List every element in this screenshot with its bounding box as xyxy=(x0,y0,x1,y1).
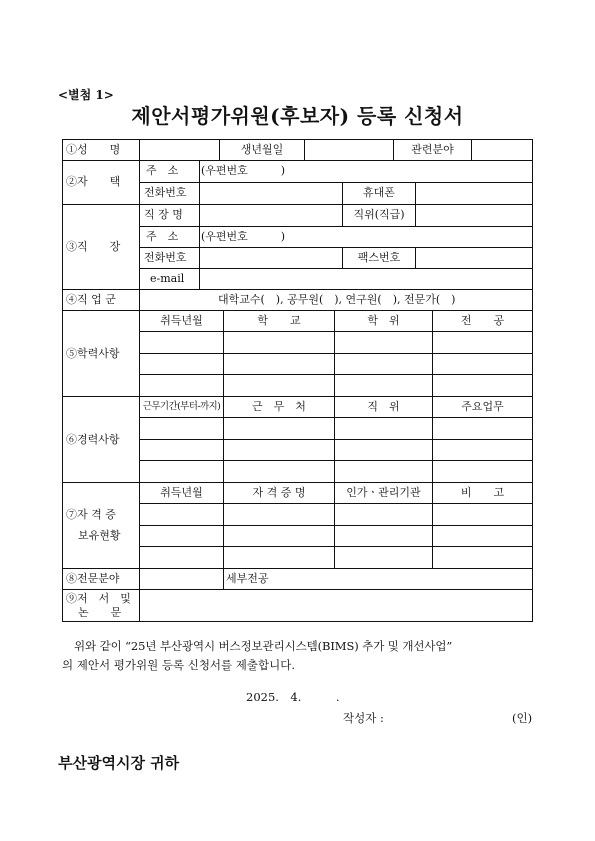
career-header-period: 근무기간(부터-까지) xyxy=(142,401,221,412)
row-divider xyxy=(62,396,533,397)
recipient: 부산광역시장 귀하 xyxy=(58,754,180,772)
mobile-label: 휴대폰 xyxy=(363,186,395,199)
job-group-options: 대학교수( ), 공무원( ), 연구원( ), 전문가( ) xyxy=(218,293,456,306)
table-border-top xyxy=(62,139,533,140)
career-header-employer: 근 무 처 xyxy=(252,400,306,413)
label-column-divider xyxy=(139,139,140,622)
education-header-degree: 학 위 xyxy=(367,314,400,327)
email-label: e-mail xyxy=(150,272,185,285)
home-phone-label: 전화번호 xyxy=(144,186,187,199)
table-border-right xyxy=(532,139,533,622)
education-header-school: 학 교 xyxy=(257,314,301,327)
license-header-name: 자 격 증 명 xyxy=(252,486,306,499)
work-address-label: 주 소 xyxy=(146,230,179,243)
row-divider xyxy=(62,289,533,290)
sub-specialty-label: 세부전공 xyxy=(226,572,269,585)
cell-divider xyxy=(223,568,224,590)
publications-label-line1: ⑨저 서 및 xyxy=(66,592,131,605)
cell-divider xyxy=(304,139,305,161)
license-label-line1: ⑦자 격 증 xyxy=(66,508,116,521)
cell-divider xyxy=(334,310,335,569)
subrow-divider xyxy=(139,503,533,504)
row-divider xyxy=(62,568,533,569)
cell-divider xyxy=(415,204,416,227)
career-header-duties: 주요업무 xyxy=(461,400,504,413)
table-border-left xyxy=(62,139,63,622)
license-header-authority: 인가ㆍ관리기관 xyxy=(346,486,421,499)
home-label: ②자 택 xyxy=(66,175,121,188)
career-header-position: 직 위 xyxy=(367,400,400,413)
cell-divider xyxy=(199,160,200,290)
license-header-notes: 비 고 xyxy=(460,486,505,499)
subrow-divider xyxy=(139,525,533,526)
statement-line-2: 의 제안서 평가위원 등록 신청서를 제출합니다. xyxy=(62,658,296,672)
cell-divider xyxy=(471,139,472,161)
row-divider xyxy=(62,204,533,205)
home-postal-code: (우편번호 ) xyxy=(201,164,286,177)
birth-date-label: 생년월일 xyxy=(240,143,284,156)
writer-label: 작성자 : xyxy=(343,711,384,725)
cell-divider xyxy=(415,247,416,269)
company-name-label: 직 장 명 xyxy=(144,208,183,221)
cell-divider xyxy=(415,182,416,205)
subrow-divider xyxy=(139,439,533,440)
statement-line-1: 위와 같이 “25년 부산광역시 버스정보관리시스템(BIMS) 추가 및 개선사업” xyxy=(74,639,453,653)
subrow-divider xyxy=(139,546,533,547)
education-label: ⑤학력사항 xyxy=(66,347,120,360)
job-group-label: ④직 업 군 xyxy=(66,293,116,306)
education-header-date: 취득년월 xyxy=(160,314,203,327)
subrow-divider xyxy=(139,353,533,354)
row-divider xyxy=(62,310,533,311)
page-title: 제안서평가위원(후보자) 등록 신청서 xyxy=(131,104,464,128)
subrow-divider xyxy=(139,417,533,418)
name-label: ①성 명 xyxy=(66,143,121,156)
row-divider xyxy=(62,589,533,590)
fax-label: 팩스번호 xyxy=(357,251,401,264)
workplace-label: ③직 장 xyxy=(66,240,121,253)
cell-divider xyxy=(223,310,224,569)
row-divider xyxy=(62,482,533,483)
cell-divider xyxy=(432,310,433,569)
career-label: ⑥경력사항 xyxy=(66,433,120,446)
row-divider xyxy=(62,160,533,161)
education-header-major: 전 공 xyxy=(460,314,505,327)
subrow-divider xyxy=(139,374,533,375)
work-phone-label: 전화번호 xyxy=(144,251,187,264)
table-border-bottom xyxy=(62,621,533,622)
related-field-label: 관련분야 xyxy=(411,143,454,156)
license-header-date: 취득년월 xyxy=(160,486,203,499)
license-label-line2: 보유현황 xyxy=(78,529,121,542)
home-address-label: 주 소 xyxy=(146,164,179,177)
publications-label-line2: 논 문 xyxy=(78,606,122,619)
seal-mark: (인) xyxy=(512,711,533,725)
work-postal-code: (우편번호 ) xyxy=(201,230,286,243)
specialty-label: ⑧전문분야 xyxy=(66,572,120,585)
attachment-label: <별첨 1> xyxy=(58,88,114,102)
submission-date: 2025. 4. . xyxy=(246,690,340,704)
subrow-divider xyxy=(139,331,533,332)
position-label: 직위(직급) xyxy=(353,208,405,221)
subrow-divider xyxy=(139,460,533,461)
